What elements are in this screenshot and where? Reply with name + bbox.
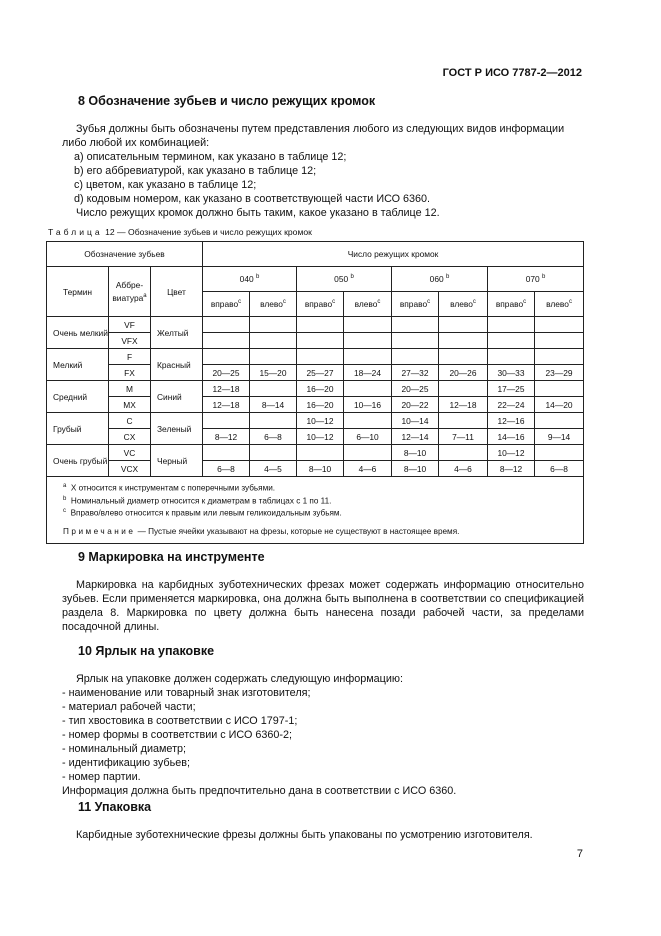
header-designation: Обозначение зубьев: [47, 242, 203, 267]
table-row: [47, 333, 584, 349]
section-8-title: 8 Обозначение зубьев и число режущих кромок: [78, 94, 376, 108]
value-cell: [250, 333, 297, 349]
value-cell: 8—12: [488, 461, 535, 477]
value-cell: [392, 349, 439, 365]
section-10-title: 10 Ярлык на упаковке: [78, 644, 215, 658]
value-cell: [535, 445, 584, 461]
term-cell: Мелкий: [47, 349, 109, 381]
header-group-040: [203, 267, 297, 292]
header-left: [439, 292, 488, 317]
value-cell: [535, 381, 584, 397]
value-cell: 22—24: [488, 397, 535, 413]
value-cell: [535, 349, 584, 365]
list-item: - тип хвостовика в соответствии с ИСО 1797-1;: [62, 715, 298, 727]
section-10-closing: Информация должна быть предпочтительно дана в соответствии с ИСО 6360.: [62, 785, 457, 797]
value-cell: [297, 333, 344, 349]
value-cell: [250, 413, 297, 429]
page-number: 7: [576, 848, 583, 860]
header-group-060: [392, 267, 488, 292]
section-8-intro-1: Зубья должны быть обозначены путем представления любого из следующих видов информации: [76, 123, 565, 135]
value-cell: 6—8: [203, 461, 250, 477]
table-row: [47, 445, 584, 461]
value-cell: 10—12: [488, 445, 535, 461]
list-item: - материал рабочей части;: [62, 701, 196, 713]
value-cell: 6—8: [250, 429, 297, 445]
value-cell: 18—24: [344, 365, 392, 381]
header-left: [250, 292, 297, 317]
table-row: [47, 365, 584, 381]
abbr-cell: VFX: [109, 333, 151, 349]
footnote-mark: c: [63, 508, 66, 515]
note-text: — Пустые ячейки указывают на фрезы, которые не существуют в настоящее время.: [137, 527, 460, 537]
section-9-title: 9 Маркировка на инструменте: [78, 550, 265, 564]
table-row: [47, 429, 584, 445]
table-caption-text: 12 — Обозначение зубьев и число режущих кромок: [105, 227, 312, 237]
term-cell: Грубый: [47, 413, 109, 445]
section-11-text: Карбидные зуботехнические фрезы должны быть упакованы по усмотрению изготовителя.: [76, 829, 533, 841]
value-cell: 8—14: [250, 397, 297, 413]
value-cell: 15—20: [250, 365, 297, 381]
abbr-cell: F: [109, 349, 151, 365]
header-group-070: [488, 267, 584, 292]
value-cell: 20—26: [439, 365, 488, 381]
group-mark: b: [542, 274, 546, 281]
value-cell: 12—18: [203, 381, 250, 397]
abbr-cell: VF: [109, 317, 151, 333]
value-cell: [392, 333, 439, 349]
section-10-intro: Ярлык на упаковке должен содержать следующую информацию:: [76, 673, 403, 685]
value-cell: [439, 349, 488, 365]
header-left: [344, 292, 392, 317]
dir-label: влево: [354, 299, 378, 309]
value-cell: 6—8: [535, 461, 584, 477]
value-cell: 8—10: [392, 445, 439, 461]
table-row: [47, 317, 584, 333]
dir-mark: c: [523, 299, 527, 306]
footnote-mark: b: [63, 495, 67, 502]
list-item: b) его аббревиатурой, как указано в таблице 12;: [74, 165, 317, 177]
header-edges: Число режущих кромок: [203, 242, 584, 267]
value-cell: [535, 413, 584, 429]
list-item: - наименование или товарный знак изготовителя;: [62, 687, 311, 699]
dir-mark: c: [472, 299, 476, 306]
value-cell: 8—10: [297, 461, 344, 477]
group-label: 040: [239, 274, 254, 284]
dir-label: влево: [546, 299, 569, 309]
value-cell: 14—20: [535, 397, 584, 413]
value-cell: [392, 317, 439, 333]
value-cell: 16—20: [297, 397, 344, 413]
abbr-cell: MX: [109, 397, 151, 413]
value-cell: [250, 445, 297, 461]
abbr-cell: CX: [109, 429, 151, 445]
value-cell: [488, 317, 535, 333]
value-cell: 4—6: [439, 461, 488, 477]
dir-mark: c: [238, 299, 242, 306]
header-abbr-mark: a: [143, 292, 147, 299]
value-cell: [250, 317, 297, 333]
dir-label: влево: [260, 299, 283, 309]
value-cell: 8—10: [392, 461, 439, 477]
value-cell: 14—16: [488, 429, 535, 445]
abbr-cell: VCX: [109, 461, 151, 477]
dir-mark: c: [282, 299, 286, 306]
value-cell: [344, 381, 392, 397]
value-cell: 10—12: [297, 413, 344, 429]
value-cell: 27—32: [392, 365, 439, 381]
list-item: c) цветом, как указано в таблице 12;: [74, 179, 257, 191]
list-item: d) кодовым номером, как указано в соответствующей части ИСО 6360.: [74, 193, 431, 205]
footnote-mark: a: [63, 483, 67, 489]
group-mark: b: [350, 274, 354, 281]
value-cell: [535, 333, 584, 349]
color-cell: Желтый: [151, 317, 203, 349]
section-8-intro-2: либо любой их комбинацией:: [62, 137, 210, 149]
value-cell: [344, 349, 392, 365]
note-word: Примечание: [63, 527, 136, 537]
footnote: [63, 494, 567, 507]
value-cell: 17—25: [488, 381, 535, 397]
header-right: [392, 292, 439, 317]
value-cell: [250, 349, 297, 365]
value-cell: 4—6: [344, 461, 392, 477]
dir-label: вправо: [210, 299, 239, 309]
table-row: [47, 413, 584, 429]
value-cell: [439, 381, 488, 397]
value-cell: 4—5: [250, 461, 297, 477]
value-cell: 12—18: [439, 397, 488, 413]
abbr-cell: FX: [109, 365, 151, 381]
value-cell: [203, 349, 250, 365]
value-cell: [344, 317, 392, 333]
value-cell: [203, 413, 250, 429]
dir-label: влево: [450, 299, 473, 309]
table-12: [46, 241, 584, 544]
group-mark: b: [255, 274, 260, 281]
section-8-body: [62, 122, 584, 220]
header-term: Термин: [47, 267, 109, 317]
group-label: 060: [429, 274, 444, 284]
abbr-cell: C: [109, 413, 151, 429]
table-note: [63, 527, 567, 537]
header-group-050: [297, 267, 392, 292]
dir-label: вправо: [304, 299, 333, 309]
list-item: a) описательным термином, как указано в таблице 12;: [74, 151, 347, 163]
table-caption: [48, 227, 312, 237]
table-row: [47, 381, 584, 397]
list-item: - номер партии.: [62, 771, 141, 783]
color-cell: Синий: [151, 381, 203, 413]
value-cell: [439, 333, 488, 349]
table-row: [47, 349, 584, 365]
value-cell: 7—11: [439, 429, 488, 445]
table-footnotes: [47, 477, 584, 544]
header-right: [488, 292, 535, 317]
group-mark: b: [445, 274, 450, 281]
value-cell: 23—29: [535, 365, 584, 381]
group-label: 050: [334, 274, 349, 284]
header-right: [203, 292, 250, 317]
list-item: - номинальный диаметр;: [62, 743, 187, 755]
table-row: [47, 397, 584, 413]
footnote-text: Номинальный диаметр относится к диаметрам в таблицах с 1 по 11.: [70, 496, 332, 506]
list-item: - номер формы в соответствии с ИСО 6360-2;: [62, 729, 293, 741]
value-cell: 9—14: [535, 429, 584, 445]
dir-label: вправо: [495, 299, 524, 309]
value-cell: 10—12: [297, 429, 344, 445]
term-cell: Очень грубый: [47, 445, 109, 477]
document-id: ГОСТ Р ИСО 7787-2—2012: [442, 67, 582, 79]
value-cell: [439, 413, 488, 429]
value-cell: [297, 349, 344, 365]
value-cell: 25—27: [297, 365, 344, 381]
abbr-cell: VC: [109, 445, 151, 461]
color-cell: Зеленый: [151, 413, 203, 445]
value-cell: 20—22: [392, 397, 439, 413]
abbr-cell: M: [109, 381, 151, 397]
dir-mark: c: [332, 299, 336, 306]
dir-mark: c: [377, 299, 381, 306]
value-cell: 12—14: [392, 429, 439, 445]
section-9-text: Маркировка на карбидных зуботехнических фрезах может содержать информацию относительно зубьев. Если применяется маркировка, она должна быть выполнена в соответствии со спецификацией раздела 8. Маркировка по цвету должна быть нанесена позади рабочей части, за пределами посадочной длины.: [62, 579, 584, 633]
value-cell: 30—33: [488, 365, 535, 381]
value-cell: 10—14: [392, 413, 439, 429]
value-cell: 16—20: [297, 381, 344, 397]
table-row: [47, 461, 584, 477]
dir-mark: c: [427, 299, 431, 306]
value-cell: 20—25: [392, 381, 439, 397]
value-cell: [535, 317, 584, 333]
term-cell: Средний: [47, 381, 109, 413]
value-cell: 12—16: [488, 413, 535, 429]
footnote: [63, 481, 567, 494]
section-10-body: [62, 672, 584, 798]
value-cell: [203, 333, 250, 349]
value-cell: [439, 317, 488, 333]
group-label: 070: [525, 274, 540, 284]
header-right: [297, 292, 344, 317]
value-cell: 12—18: [203, 397, 250, 413]
list-item: - идентификацию зубьев;: [62, 757, 190, 769]
footnote-text: Вправо/влево относится к правым или левым геликоидальным зубьям.: [70, 509, 342, 519]
value-cell: [488, 333, 535, 349]
value-cell: [297, 317, 344, 333]
section-8-closing: Число режущих кромок должно быть таким, какое указано в таблице 12.: [76, 207, 440, 219]
value-cell: [344, 413, 392, 429]
footnote-text: X относится к инструментам с поперечными зубьями.: [70, 483, 276, 493]
header-abbr-text: Аббре-виатура: [112, 279, 144, 303]
value-cell: 8—12: [203, 429, 250, 445]
value-cell: [439, 445, 488, 461]
value-cell: [203, 317, 250, 333]
footnote: [63, 506, 567, 519]
term-cell: Очень мелкий: [47, 317, 109, 349]
header-left: [535, 292, 584, 317]
header-color: Цвет: [151, 267, 203, 317]
dir-mark: c: [568, 299, 572, 306]
section-11-title: 11 Упаковка: [78, 800, 152, 814]
dir-label: вправо: [399, 299, 428, 309]
value-cell: [344, 445, 392, 461]
value-cell: [344, 333, 392, 349]
value-cell: 20—25: [203, 365, 250, 381]
value-cell: [250, 381, 297, 397]
header-abbr: [109, 267, 151, 317]
value-cell: 10—16: [344, 397, 392, 413]
value-cell: 6—10: [344, 429, 392, 445]
value-cell: [203, 445, 250, 461]
color-cell: Красный: [151, 349, 203, 381]
value-cell: [297, 445, 344, 461]
value-cell: [488, 349, 535, 365]
table-caption-word: Таблица: [48, 227, 103, 237]
color-cell: Черный: [151, 445, 203, 477]
